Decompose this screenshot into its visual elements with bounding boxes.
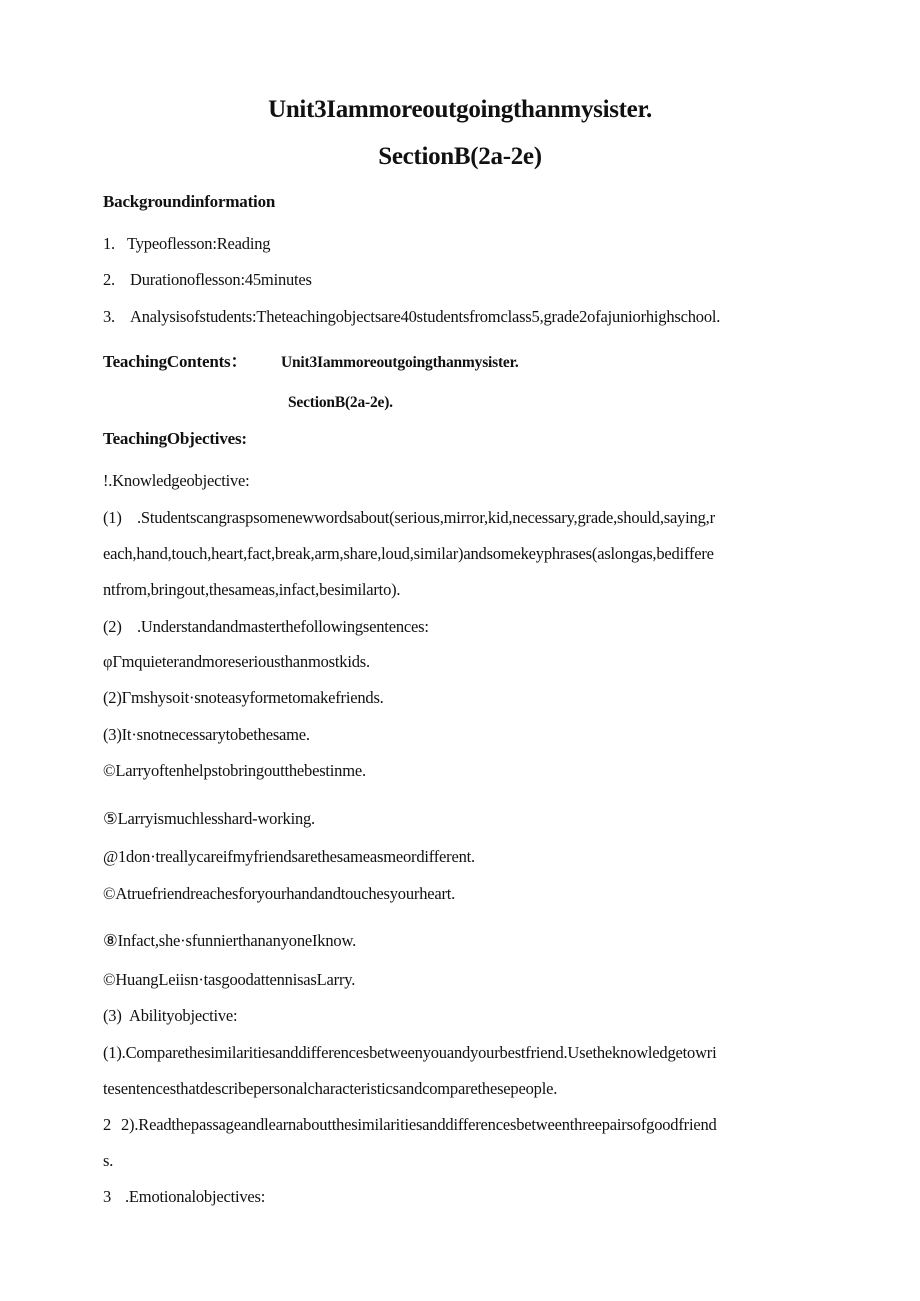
document-title-line2: SectionB(2a-2e) [378,143,542,170]
knowledge-item-1-line1 [103,508,715,528]
teaching-contents-line2: SectionB(2a-2e). [288,394,393,411]
item-text: .Emotionalobjectives: [125,1187,266,1206]
ability-item-1-line1: (1).Comparethesimilaritiesanddifferencesbetweenyouandyourbestfriend.Usetheknowledgetowri [103,1043,717,1062]
item-text: Durationoflesson:45minutes [130,270,312,289]
item-text: 2).Readthepassageandlearnaboutthesimilaritiesanddifferencesbetweenthreepairsofgoodfriend [121,1115,717,1134]
knowledge-objective-heading: !.Knowledgeobjective: [103,471,250,490]
ability-item-1-line2: tesentencesthatdescribepersonalcharacteristicsandcomparethesepeople. [103,1079,558,1098]
item-text: .Understandandmasterthefollowingsentences: [137,617,429,636]
ability-item-2-line1 [103,1115,717,1135]
item-text: Typeoflesson:Reading [127,234,271,253]
sentence-6: @1don·treallycareifmyfriendsarethesameasmeordifferent. [103,847,475,866]
teaching-contents-line1: Unit3Iammoreoutgoingthanmysister. [281,354,519,371]
teaching-contents-label: TeachingContents： [103,352,248,371]
item-number: (1) [103,508,122,527]
sentence-4: ©Larryoftenhelpstobringoutthebestinme. [103,761,366,780]
item-number: (3) [103,1006,122,1025]
knowledge-item-1-line2: each,hand,touch,heart,fact,break,arm,share,loud,similar)andsomekeyphrases(aslongas,bediffere [103,544,714,563]
background-item-3 [103,307,720,327]
item-number: (2) [103,617,122,636]
sentence-3: (3)It·snotnecessarytobethesame. [103,725,310,744]
ability-item-2-line2: s. [103,1151,114,1170]
item-number: 3 [103,1187,112,1206]
emotional-objectives-heading [103,1187,265,1207]
item-number: 2. [103,270,115,289]
knowledge-item-2 [103,617,429,637]
sentence-1: φΓmquieterandmoreseriousthanmostkids. [103,652,370,671]
item-number: 1. [103,234,115,253]
item-number: 2 [103,1115,112,1134]
sentence-7: ©Atruefriendreachesforyourhandandtouchesyourheart. [103,884,456,903]
sentence-5: ⑤Larryismuchlesshard-working. [103,809,315,828]
item-text: .Studentscangraspsomenewwordsabout(serious,mirror,kid,necessary,grade,should,saying,r [137,508,715,527]
background-item-2 [103,270,312,290]
item-text: Analysisofstudents:Theteachingobjectsare40studentsfromclass5,grade2ofajuniorhighschool. [130,307,721,326]
item-text: Abilityobjective: [129,1006,238,1025]
sentence-2: (2)Γmshysoit·snoteasyformetomakefriends. [103,688,384,707]
knowledge-item-1-line3: ntfrom,bringout,thesameas,infact,besimilarto). [103,580,401,599]
background-item-1 [103,234,270,254]
objectives-heading: TeachingObjectives: [103,429,247,448]
item-number: 3. [103,307,115,326]
document-title-line1: Unit3Iammoreoutgoingthanmysister. [268,96,652,123]
sentence-9: ©HuangLeiisn·tasgoodattennisasLarry. [103,970,356,989]
ability-objective-heading [103,1006,237,1026]
background-heading: Backgroundinformation [103,192,276,211]
sentence-8: ⑧Infact,she·sfunnierthananyoneIknow. [103,931,357,950]
